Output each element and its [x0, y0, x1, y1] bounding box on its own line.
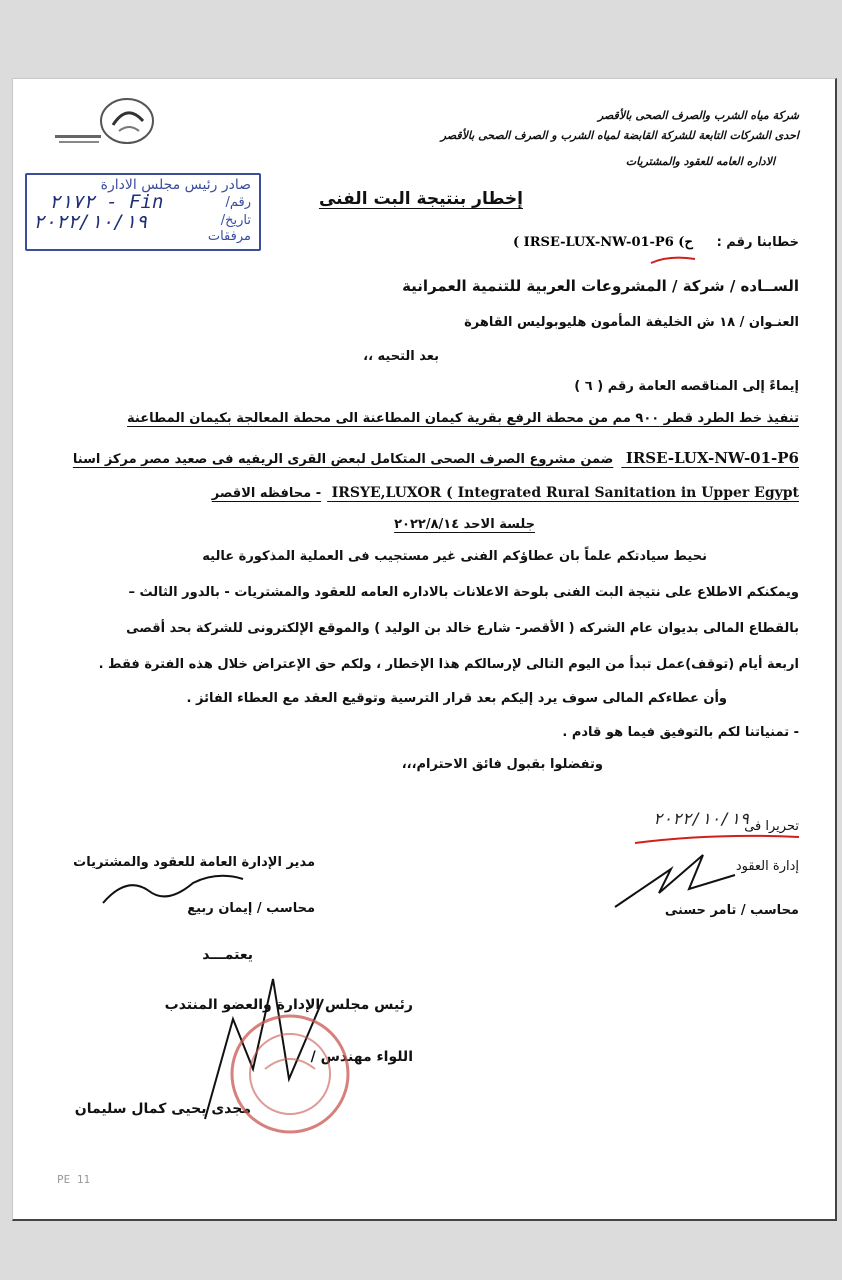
gm-contracts-signer: محاسب / إيمان ربيع	[187, 901, 315, 916]
issue-date: ٢٠٢٢/١٠/١٩	[653, 809, 750, 828]
header-company: شركة مياه الشرب والصرف الصحى بالأقصر	[597, 109, 799, 122]
reference-number: ( IRSE-LUX-NW-01-P6 (ح	[513, 235, 693, 250]
greeting: بعد التحيه ،،	[363, 349, 439, 364]
addressee: الســاده / شركة / المشروعات العربية للتنمية العمرانية	[402, 277, 799, 295]
reference-red-mark	[649, 253, 699, 267]
paragraph-review-2: بالقطاع المالى بديوان عام الشركه ( الأقصر- شارع خالد بن الوليد ) والموقع الإلكترونى للشركة بحد أقصى	[126, 621, 799, 636]
contracts-dept-signer: محاسب / تامر حسنى	[664, 903, 799, 918]
issue-date-label: تحريرا فى	[744, 819, 799, 834]
paragraph-financial: وأن عطاءكم المالى سوف يرد إليكم بعد قرار الترسية وتوقيع العقد مع العطاء الفائز .	[186, 691, 727, 706]
stamp-number-label: رقم/	[225, 195, 251, 210]
stamp-number: ٢١٧٢ - Fin	[49, 191, 164, 213]
paragraph-result: نحيط سيادتكم علماً بان عطاؤكم الفنى غير مستجيب فى العملية المذكورة عاليه	[202, 549, 707, 564]
subject-line-2	[73, 449, 799, 467]
company-logo	[49, 95, 161, 151]
reference-label: خطابنا رقم :	[716, 235, 799, 250]
contracts-dept-signature	[611, 849, 741, 919]
contracts-dept-title: إدارة العقود	[735, 859, 799, 874]
approval-label: يعتمـــد	[202, 947, 253, 963]
chairman-name: مجدى يحيى كمال سليمان	[74, 1101, 251, 1117]
header-holding: احدى الشركات التابعة للشركة القابضة لمياه الشرب و الصرف الصحى بالأقصر	[440, 129, 799, 142]
subject-line-3	[212, 485, 799, 501]
closing-regards: وتفضلوا بقبول فائق الاحترام،،،	[401, 757, 603, 772]
gm-contracts-title: مدير الإدارة العامة للعقود والمشتريات	[73, 855, 315, 870]
session-date: جلسة الاحد ٢٠٢٢/٨/١٤	[394, 517, 535, 532]
header-department: الاداره العامه للعقود والمشتريات	[625, 155, 775, 168]
subject-line-2-en: IRSE-LUX-NW-01-P6	[625, 449, 799, 467]
chairman-title: رئيس مجلس الإدارة والعضو المنتدب	[164, 997, 413, 1013]
tender-reference: إيماءً إلى المناقصه العامة رقم ( ٦ )	[574, 379, 799, 394]
stamp-date-label: تاريخ/	[220, 213, 251, 228]
subject-line-3-ar: - محافظه الاقصر	[211, 486, 322, 501]
subject-line-2-ar: ضمن مشروع الصرف الصحى المتكامل لبعض القرى الريفيه فى صعيد مصر مركز اسنا	[72, 452, 614, 467]
date-red-underline	[633, 831, 803, 847]
subject-line-1: تنفيذ خط الطرد قطر ٩٠٠ مم من محطة الرفع بقرية كيمان المطاعنة الى محطة المعالجة بكيمان المطاعنة	[127, 411, 799, 426]
official-seal	[225, 1009, 355, 1139]
stamp-attachments-label: مرفقات	[207, 229, 251, 244]
stamp-date: ٢٠٢٢/١٠/١٩	[33, 211, 148, 233]
paragraph-review-1: ويمكنكم الاطلاع على نتيجة البت الفنى بلوحة الاعلانات بالاداره العامه للعقود والمشتريات - بالدور الثالث –	[128, 585, 799, 600]
paragraph-wishes: - تمنياتنا لكم بالتوفيق فيما هو قادم .	[562, 725, 799, 740]
chairman-rank: اللواء مهندس /	[310, 1049, 413, 1065]
page-mark: PE 11	[57, 1173, 91, 1186]
address: العنـوان / ١٨ ش الخليفة المأمون هليوبوليس القاهرة	[464, 315, 799, 330]
document-sheet	[12, 78, 837, 1221]
gm-contracts-signature	[97, 865, 247, 915]
subject-line-3-en: IRSYE,LUXOR ( Integrated Rural Sanitation in Upper Egypt	[331, 485, 799, 501]
paragraph-review-3: اربعة أيام (توقف)عمل تبدأ من اليوم التالى لإرسالكم هذا الإخطار ، ولكم حق الإعتراض خلال هذه الفترة فقط .	[98, 657, 799, 672]
document-title: إخطار بنتيجة البت الفنى	[318, 189, 523, 209]
stamp-title: صادر رئيس مجلس الادارة	[100, 177, 251, 193]
outgoing-stamp	[25, 173, 261, 251]
